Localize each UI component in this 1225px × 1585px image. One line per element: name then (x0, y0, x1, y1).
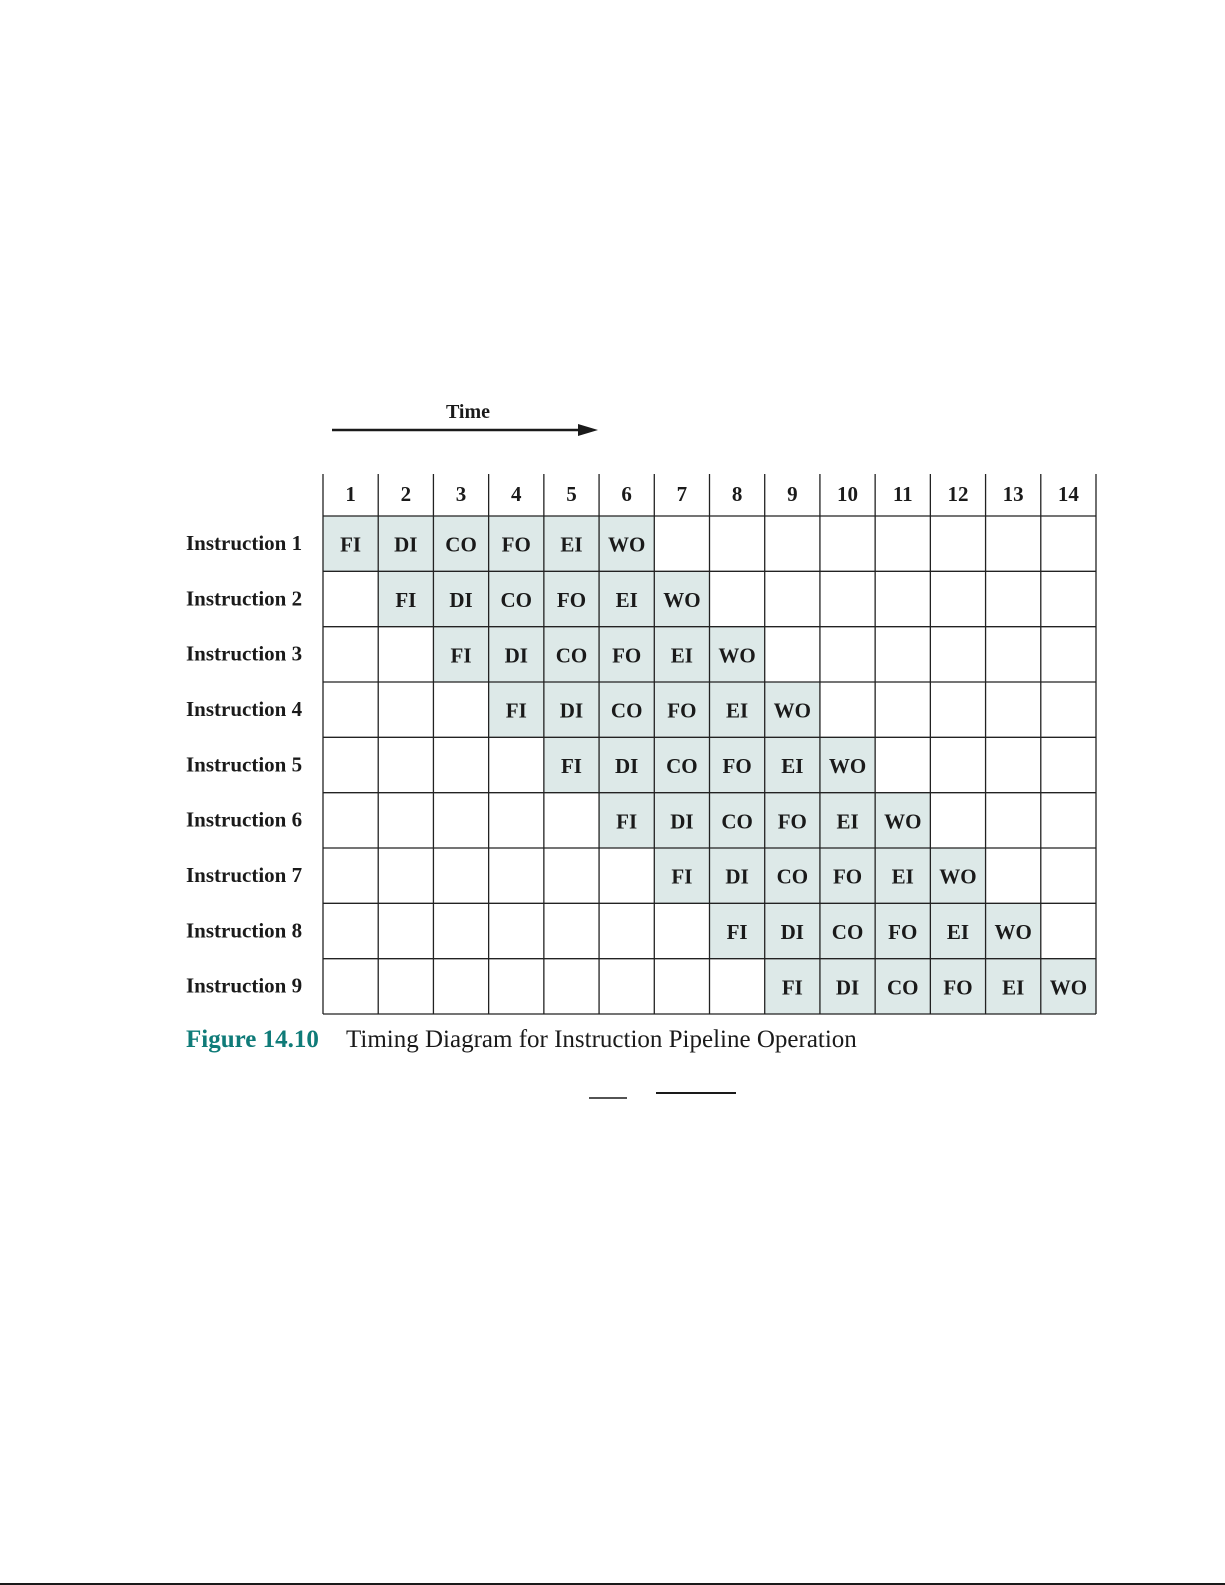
stage-fo-label: FO (832, 864, 863, 889)
stage-ei-label: EI (726, 698, 749, 723)
stage-ei-label: EI (946, 920, 970, 944)
time-step-labels (345, 482, 1079, 506)
time-step-label: 2 (400, 482, 412, 506)
stage-co-label: CO (445, 532, 477, 557)
stage-fo-label: FO (501, 532, 531, 557)
time-step-label: 3 (455, 482, 467, 506)
caption-text: Timing Diagram for Instruction Pipeline Operation (346, 1026, 857, 1053)
instruction-label: Instruction 1 (186, 531, 303, 555)
instruction-label: Instruction 6 (186, 807, 303, 832)
stage-co-label: CO (887, 975, 919, 1000)
stage-co-label: CO (776, 864, 809, 889)
stage-wo-label: WO (773, 698, 811, 723)
stage-fi-label: FI (616, 809, 638, 834)
stage-co-label: CO (831, 920, 864, 944)
stage-ei-label: EI (781, 754, 804, 778)
stage-wo-label: WO (828, 754, 867, 778)
instruction-label: Instruction 2 (186, 586, 303, 611)
instruction-label: Instruction 5 (186, 752, 303, 777)
instruction-label: Instruction 9 (186, 973, 303, 998)
stage-wo-label: WO (608, 532, 646, 557)
stage-di-label: DI (449, 588, 473, 612)
stage-fo-label: FO (667, 698, 697, 723)
stage-di-label: DI (835, 975, 860, 1000)
stage-di-label: DI (670, 809, 694, 834)
instruction-label: Instruction 7 (186, 863, 303, 887)
stage-fi-label: FI (450, 643, 472, 668)
stage-fo-label: FO (556, 588, 587, 612)
stage-fi-label: FI (395, 588, 417, 612)
time-arrow-head (578, 424, 598, 436)
stage-di-label: DI (504, 643, 528, 668)
stage-ei-label: EI (891, 864, 914, 889)
stage-fo-label: FO (888, 920, 918, 944)
stage-ei-label: EI (1002, 975, 1025, 1000)
time-step-label: 10 (837, 482, 859, 506)
time-step-label: 4 (511, 482, 522, 506)
stage-co-label: CO (721, 809, 753, 834)
stage-ei-label: EI (670, 643, 693, 668)
stage-wo-label: WO (994, 920, 1032, 944)
stage-di-label: DI (780, 920, 804, 944)
stage-fi-label: FI (505, 698, 527, 723)
stage-ei-label: EI (560, 532, 583, 557)
time-step-label: 9 (787, 482, 798, 506)
stage-fi-label: FI (726, 920, 748, 944)
time-step-label: 7 (676, 482, 688, 506)
instruction-labels (186, 531, 303, 998)
stage-co-label: CO (666, 754, 698, 778)
time-step-label: 12 (947, 482, 969, 506)
time-step-label: 11 (892, 482, 913, 506)
instruction-label: Instruction 4 (186, 697, 303, 721)
caption-number: Figure 14.10 (186, 1026, 319, 1053)
stage-fo-label: FO (612, 643, 642, 668)
stage-co-label: CO (500, 588, 532, 612)
stage-fi-label: FI (560, 754, 582, 778)
stage-co-label: CO (610, 698, 643, 723)
stage-wo-label: WO (718, 643, 756, 668)
instruction-label: Instruction 3 (186, 641, 303, 666)
stage-fi-label: FI (340, 532, 362, 557)
stage-fi-label: FI (671, 864, 693, 889)
stage-fo-label: FO (777, 809, 807, 834)
stage-ei-label: EI (615, 588, 638, 612)
time-label: Time (445, 401, 491, 423)
time-step-label: 13 (1002, 482, 1024, 506)
figure-caption (186, 1026, 857, 1053)
stage-wo-label: WO (1049, 975, 1088, 1000)
stage-wo-label: WO (884, 809, 922, 834)
stage-fo-label: FO (722, 754, 752, 778)
stage-di-label: DI (725, 864, 749, 889)
stage-wo-label: WO (663, 588, 701, 612)
stage-fi-label: FI (781, 975, 803, 1000)
time-step-label: 14 (1057, 482, 1079, 506)
time-step-label: 8 (731, 482, 743, 506)
instruction-label: Instruction 8 (186, 918, 303, 943)
time-step-label: 6 (621, 482, 632, 506)
stage-wo-label: WO (939, 864, 977, 889)
stage-di-label: DI (394, 532, 418, 557)
stage-fo-label: FO (943, 975, 973, 1000)
stage-di-label: DI (559, 698, 584, 723)
time-step-label: 5 (566, 482, 577, 506)
stage-ei-label: EI (836, 809, 859, 834)
stage-di-label: DI (615, 754, 639, 778)
stage-co-label: CO (555, 643, 588, 668)
time-axis (332, 401, 598, 436)
time-step-label: 1 (345, 482, 356, 506)
